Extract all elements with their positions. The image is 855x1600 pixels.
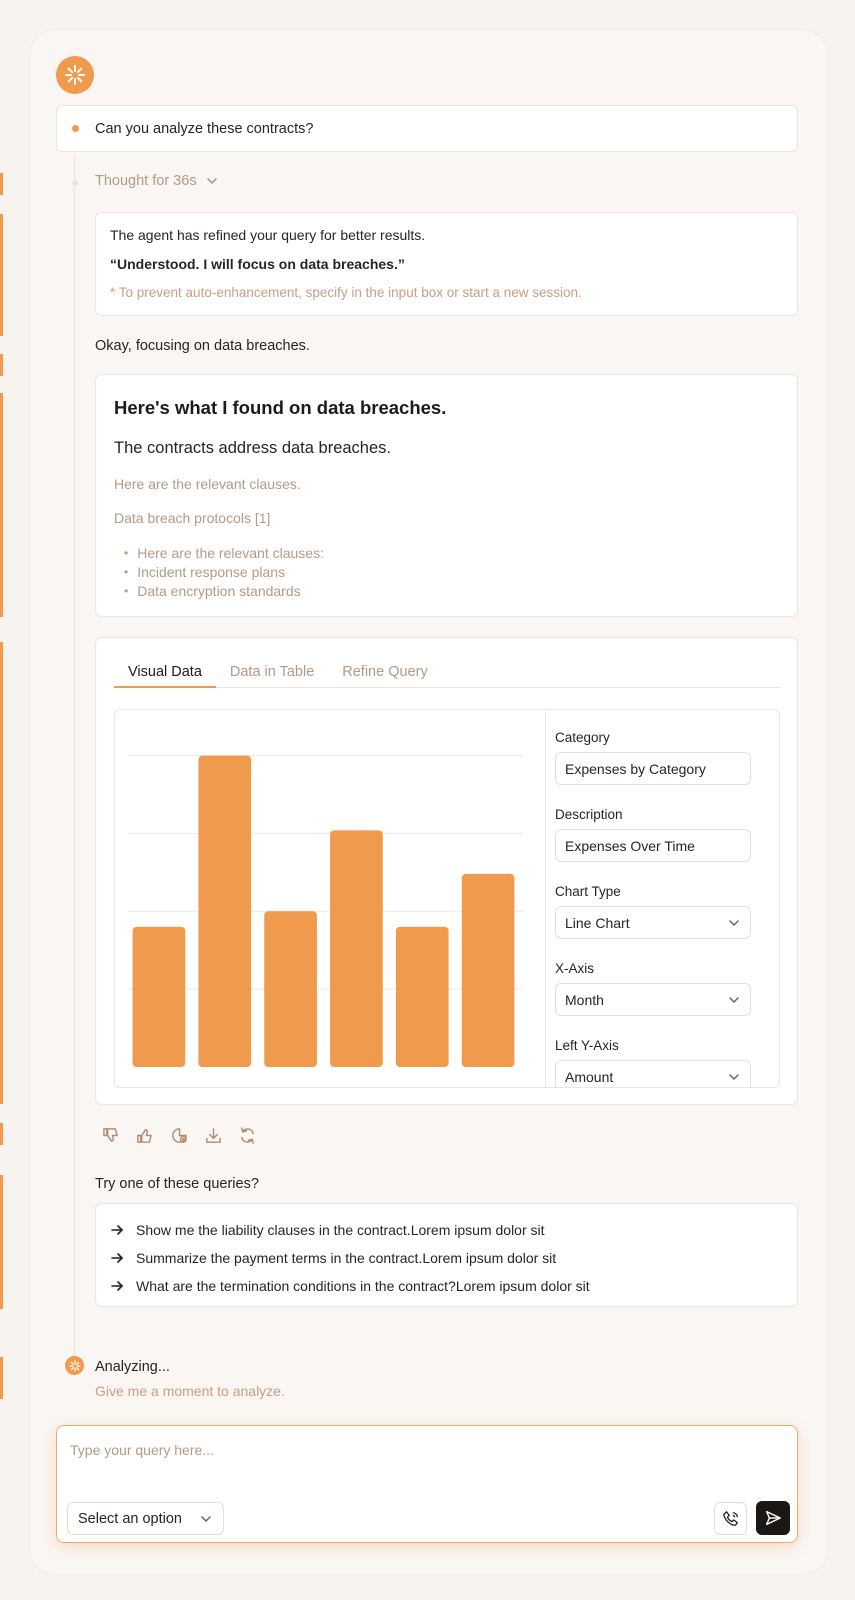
query-composer — [56, 1425, 798, 1543]
bar-chart — [115, 710, 546, 1088]
chart-bar[interactable] — [462, 874, 515, 1067]
phone-icon — [722, 1510, 740, 1528]
list-item: • Here are the relevant clauses: — [124, 544, 779, 563]
thought-label: Thought for 36s — [95, 173, 197, 189]
chart-bar[interactable] — [396, 927, 449, 1067]
chevron-down-icon — [727, 1070, 741, 1084]
description-value: Expenses Over Time — [565, 837, 695, 854]
chart-type-select[interactable] — [555, 906, 751, 939]
list-item: • Data encryption standards — [124, 582, 779, 601]
left-accent-marks — [0, 0, 4, 1600]
call-button[interactable] — [714, 1502, 747, 1535]
arrow-right-icon — [110, 1223, 124, 1237]
chart-config — [555, 730, 755, 1088]
tab-bar — [114, 664, 780, 688]
tab-visual-data[interactable]: Visual Data — [114, 664, 216, 688]
chart-type-label: Chart Type — [555, 884, 621, 899]
refine-line-1: The agent has refined your query for better results. — [110, 227, 426, 243]
send-icon — [764, 1509, 782, 1527]
user-query-card — [56, 105, 798, 152]
x-axis-value: Month — [565, 991, 604, 1008]
suggestion-text: Summarize the payment terms in the contract.Lorem ipsum dolor sit — [136, 1250, 557, 1266]
query-dot — [72, 125, 79, 132]
message-actions — [102, 1126, 257, 1145]
refresh-icon[interactable] — [238, 1126, 257, 1145]
findings-intro: Here are the relevant clauses. — [114, 476, 301, 492]
chart-panel — [114, 709, 780, 1088]
chevron-down-icon — [205, 174, 219, 188]
left-y-axis-label: Left Y-Axis — [555, 1038, 619, 1053]
suggestion-text: What are the termination conditions in the contract?Lorem ipsum dolor sit — [136, 1278, 590, 1294]
chart-type-value: Line Chart — [565, 914, 630, 931]
assistant-logo-icon — [56, 56, 94, 94]
chart-bar[interactable] — [264, 911, 317, 1067]
chart-area — [115, 710, 546, 1088]
category-label: Category — [555, 730, 610, 745]
x-axis-select[interactable] — [555, 983, 751, 1016]
timeline-rail — [74, 155, 75, 1365]
findings-subtitle: The contracts address data breaches. — [114, 439, 391, 457]
findings-list — [124, 544, 779, 601]
findings-protocols: Data breach protocols [1] — [114, 510, 271, 526]
suggestion-item[interactable] — [110, 1244, 783, 1272]
chevron-down-icon — [727, 993, 741, 1007]
chart-bar[interactable] — [330, 830, 383, 1067]
option-select-label: Select an option — [78, 1510, 182, 1527]
status-title: Analyzing... — [95, 1359, 170, 1375]
left-y-axis-value: Amount — [565, 1068, 614, 1085]
send-button[interactable] — [756, 1501, 790, 1535]
left-y-axis-select[interactable] — [555, 1060, 751, 1088]
arrow-right-icon — [110, 1279, 124, 1293]
chevron-down-icon — [727, 916, 741, 930]
download-icon[interactable] — [204, 1126, 223, 1145]
thumbs-down-icon[interactable] — [102, 1126, 121, 1145]
description-field[interactable] — [555, 829, 751, 862]
suggestions-label: Try one of these queries? — [95, 1176, 259, 1192]
thought-dot — [72, 180, 78, 186]
query-input[interactable] — [70, 1442, 770, 1472]
user-query-text: Can you analyze these contracts? — [95, 120, 314, 137]
x-axis-label: X-Axis — [555, 961, 595, 976]
thumbs-up-icon[interactable] — [136, 1126, 155, 1145]
list-item: • Incident response plans — [124, 563, 779, 582]
chart-bar[interactable] — [133, 927, 186, 1067]
thought-toggle[interactable] — [95, 173, 219, 189]
tab-refine-query[interactable]: Refine Query — [342, 664, 428, 680]
chevron-down-icon — [199, 1512, 213, 1526]
status-subtitle: Give me a moment to analyze. — [95, 1383, 285, 1399]
findings-card — [95, 374, 798, 617]
description-label: Description — [555, 807, 623, 822]
arrow-right-icon — [110, 1251, 124, 1265]
visual-data-card — [95, 637, 798, 1105]
suggestion-item[interactable] — [110, 1272, 783, 1300]
refine-line-2: “Understood. I will focus on data breaches.” — [110, 256, 405, 272]
findings-title: Here's what I found on data breaches. — [114, 397, 447, 418]
ack-text: Okay, focusing on data breaches. — [95, 338, 310, 354]
suggestion-text: Show me the liability clauses in the contract.Lorem ipsum dolor sit — [136, 1222, 545, 1238]
chart-bar[interactable] — [198, 756, 251, 1067]
suggestion-item[interactable] — [110, 1216, 783, 1244]
refine-notice-card — [95, 212, 798, 316]
category-value: Expenses by Category — [565, 760, 706, 777]
add-chart-icon[interactable] — [170, 1126, 189, 1145]
suggestions-card — [95, 1203, 798, 1307]
analyzing-icon — [65, 1356, 84, 1375]
option-select[interactable] — [67, 1502, 224, 1535]
category-field[interactable] — [555, 752, 751, 785]
tab-data-in-table[interactable]: Data in Table — [229, 664, 315, 680]
refine-line-3: * To prevent auto-enhancement, specify in the input box or start a new session. — [110, 285, 582, 300]
